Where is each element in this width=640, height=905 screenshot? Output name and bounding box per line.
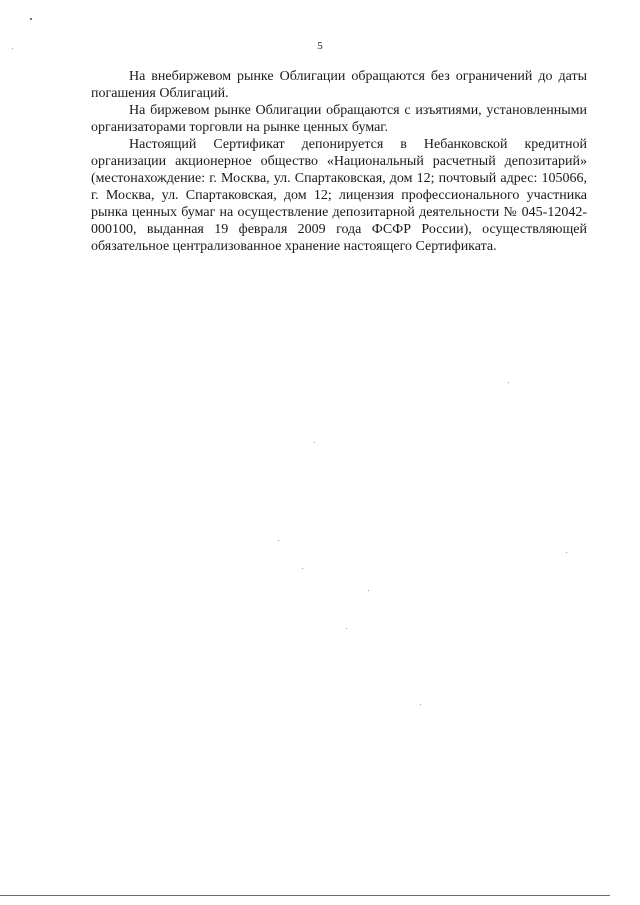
scan-speck — [278, 540, 279, 541]
scan-speck — [368, 590, 369, 591]
scan-speck — [302, 568, 303, 569]
scan-speck — [508, 382, 509, 383]
document-body — [91, 68, 587, 255]
scan-speck — [314, 442, 315, 443]
scan-speck — [346, 628, 347, 629]
page-number: 5 — [317, 40, 323, 52]
paragraph-depository: Настоящий Сертификат депонируется в Небанковской кредитной организации акционерное общество «Национальный расчетный депозитарий» (местонахождение: г. Москва, ул. Спартаковская, дом 12; почтовый адрес: 105066, г. Москва, ул. Спартаковская, дом 12; лицензия профессионального участника рынка ценных бумаг на осуществление депозитарной деятельности № 045-12042-000100, выданная 19 февраля 2009 года ФСФР России), осуществляющей обязательное централизованное хранение настоящего Сертификата. — [91, 137, 587, 254]
scan-speck — [30, 18, 32, 20]
scan-speck — [566, 552, 567, 553]
paragraph-exchange-market: На биржевом рынке Облигации обращаются с изъятиями, установленными организаторами торговли на рынке ценных бумаг. — [91, 103, 587, 135]
bottom-rule — [0, 895, 610, 896]
paragraph-otc-market: На внебиржевом рынке Облигации обращаются без ограничений до даты погашения Облигаций. — [91, 69, 587, 101]
scan-speck — [12, 48, 13, 49]
scan-speck — [420, 704, 421, 705]
